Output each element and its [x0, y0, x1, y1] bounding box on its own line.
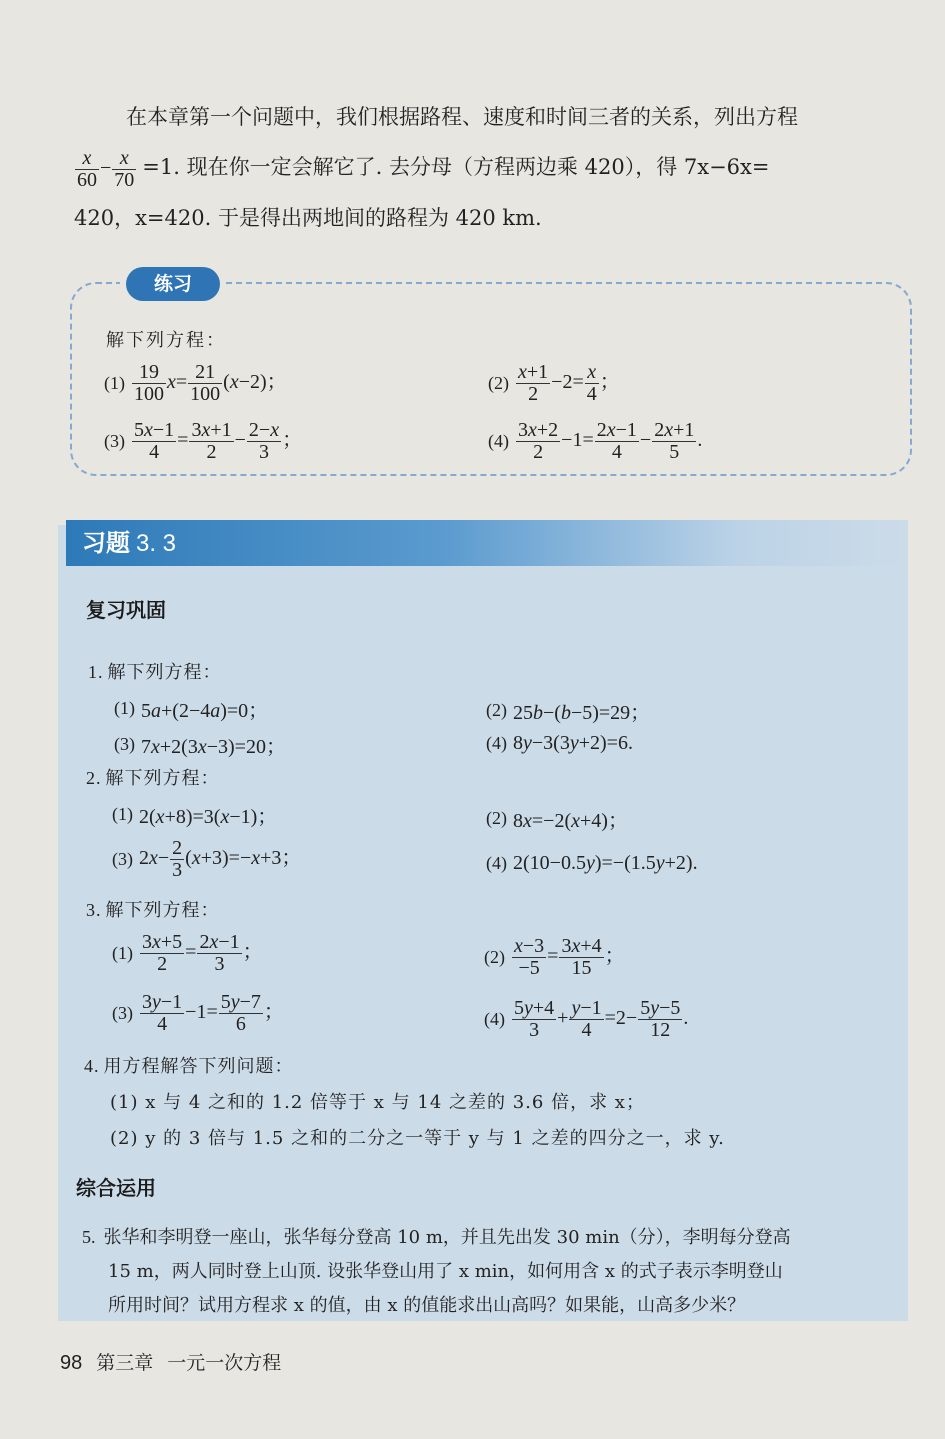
item-index: (1)	[112, 943, 133, 963]
practice-item-equation: $\frac{3x+2}{2}$ −1= $\frac{2x-1}{4}$ − $\frac{2x+1}{5}$ .	[518, 419, 703, 463]
question-text: 解下列方程：	[107, 662, 222, 683]
intro-line-2-text: =1. 现在你一定会解它了. 去分母（方程两边乘 420），得 7x−6x=	[142, 155, 770, 179]
question-5	[82, 1220, 882, 1323]
q1-item-4	[486, 732, 633, 755]
practice-item-equation: $\frac{19}{100}$ x= $\frac{21}{100}$ (x−2)；	[134, 361, 287, 405]
q5-line-3: 所用时间？试用方程求 x 的值，由 x 的值能求出山高吗？如果能，山高多少米？	[108, 1295, 746, 1316]
q2-item-1	[112, 800, 277, 829]
q5-line-2: 15 m，两人同时登上山顶. 设张华登山用了 x min，如何用含 x 的式子表示李明登山	[108, 1261, 783, 1282]
item-index: (3)	[112, 1003, 133, 1023]
item-index: (4)	[486, 853, 507, 873]
q3-item-3	[112, 992, 284, 1035]
practice-item-index: (2)	[488, 373, 509, 393]
item-equation: $\frac{3x+5}{2}$ = $\frac{2x-1}{3}$ ；	[142, 931, 263, 975]
q3-item-4	[484, 998, 688, 1041]
intro-paragraph	[74, 92, 906, 243]
practice-tab: 练习	[126, 267, 220, 301]
question-1	[88, 658, 222, 684]
item-index: (2)	[484, 947, 505, 967]
item-equation: 25b−(b−5)=29；	[513, 702, 651, 724]
q1-item-2	[486, 696, 650, 725]
item-equation: 2x− $\frac{2}{3}$ (x+3)=−x+3；	[139, 837, 302, 881]
item-index: (1)	[112, 804, 133, 824]
item-index: (4)	[486, 733, 507, 753]
intro-equation: $\frac{x}{60}$ − $\frac{x}{70}$	[77, 146, 135, 191]
q5-line-1-text: 张华和李明登一座山，张华每分登高 10 m，并且先出发 30 min（分），李明每分登高	[103, 1227, 791, 1248]
practice-item-index: (4)	[488, 431, 509, 451]
item-equation: $\frac{5y+4}{3}$ + $\frac{y-1}{4}$ =2− $\frac{5y-5}{12}$ .	[514, 997, 689, 1041]
exercise-number: 3. 3	[136, 530, 177, 557]
practice-item-3	[104, 420, 302, 463]
item-equation: $\frac{x-3}{-5}$ = $\frac{3x+4}{15}$ ；	[514, 935, 625, 979]
page-number: 98	[60, 1352, 83, 1374]
exercise-header-bar	[66, 520, 908, 566]
q3-item-1	[112, 932, 263, 975]
practice-item-2	[488, 362, 620, 405]
item-index: (4)	[484, 1009, 505, 1029]
practice-item-index: (3)	[104, 431, 125, 451]
question-number: 2.	[86, 768, 102, 788]
q1-item-3	[114, 730, 286, 759]
practice-item-equation: $\frac{5x-1}{4}$ = $\frac{3x+1}{2}$ − $\frac{2-x}{3}$ ；	[134, 419, 303, 463]
intro-line-3: 420，x=420. 于是得出两地间的路程为 420 km.	[74, 206, 542, 230]
exercise-title	[82, 524, 176, 563]
practice-item-4	[488, 420, 702, 463]
intro-line-1: 在本章第一个问题中，我们根据路程、速度和时间三者的关系，列出方程	[126, 105, 798, 129]
section-application: 综合运用	[76, 1176, 156, 1200]
item-equation: 8x=−2(x+4)；	[513, 810, 628, 832]
exercise-panel	[58, 525, 908, 1321]
q4-item-1: (1) x 与 4 之和的 1.2 倍等于 x 与 14 之差的 3.6 倍，求 x；	[110, 1092, 645, 1113]
question-text: 用方程解答下列问题：	[103, 1056, 294, 1077]
section-review: 复习巩固	[86, 598, 166, 622]
intro-line-2	[74, 142, 906, 193]
practice-instruction: 解下列方程：	[106, 330, 226, 351]
item-equation: 2(x+8)=3(x−1)；	[139, 806, 278, 828]
q5-line-1	[82, 1220, 882, 1255]
q2-item-3	[112, 838, 301, 881]
page-footer	[60, 1348, 281, 1375]
question-number: 4.	[84, 1056, 100, 1076]
chapter-title: 一元一次方程	[167, 1352, 282, 1374]
item-equation: 2(10−0.5y)=−(1.5y+2).	[513, 852, 698, 874]
item-equation: 7x+2(3x−3)=20；	[141, 736, 286, 758]
q3-item-2	[484, 936, 625, 979]
item-equation: $\frac{3y-1}{4}$ −1= $\frac{5y-7}{6}$ ；	[142, 991, 284, 1035]
question-text: 解下列方程：	[105, 900, 220, 921]
item-index: (2)	[486, 808, 507, 828]
question-4	[84, 1052, 294, 1078]
item-equation: 8y−3(3y+2)=6.	[513, 732, 633, 754]
practice-item-index: (1)	[104, 373, 125, 393]
question-2	[86, 764, 220, 790]
item-index: (3)	[112, 849, 133, 869]
question-3	[86, 896, 220, 922]
item-index: (1)	[114, 698, 135, 718]
item-equation: 5a+(2−4a)=0；	[141, 700, 269, 722]
question-number: 1.	[88, 662, 104, 682]
q4-item-2: (2) y 的 3 倍与 1.5 之和的二分之一等于 y 与 1 之差的四分之一，求 y.	[110, 1128, 725, 1149]
question-text: 解下列方程：	[105, 768, 220, 789]
practice-item-equation: $\frac{x+1}{2}$ −2= $\frac{x}{4}$ ；	[518, 361, 620, 405]
question-number: 3.	[86, 900, 102, 920]
item-index: (3)	[114, 734, 135, 754]
practice-item-1	[104, 362, 287, 405]
q1-item-1	[114, 694, 268, 723]
exercise-title-label: 习题	[82, 529, 130, 557]
q2-item-2	[486, 804, 628, 833]
chapter-label: 第三章	[96, 1352, 154, 1374]
question-number: 5.	[82, 1227, 96, 1247]
item-index: (2)	[486, 700, 507, 720]
q2-item-4	[486, 852, 698, 875]
